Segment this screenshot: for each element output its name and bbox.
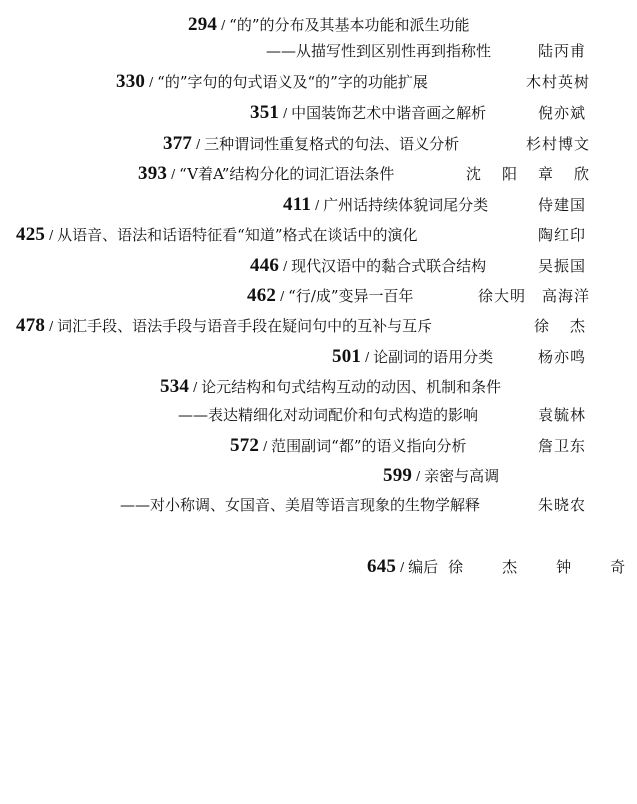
separator: /	[149, 75, 154, 89]
entry-subtitle: ——从描写性到区别性再到指称性	[266, 42, 492, 60]
toc-entry[interactable]	[0, 100, 600, 126]
toc-entry-subtitle-row	[0, 492, 600, 518]
toc-entry-subtitle-row	[0, 38, 600, 64]
page-number: 645	[367, 556, 397, 577]
page-number: 462	[247, 285, 277, 306]
toc-entry[interactable]	[0, 12, 600, 38]
separator: /	[400, 560, 405, 574]
entry-title: 编后	[408, 558, 439, 576]
toc-entry[interactable]	[0, 344, 600, 370]
entry-author: 沈 阳 章 欣	[465, 165, 592, 183]
toc-entry[interactable]	[0, 222, 600, 248]
separator: /	[416, 469, 421, 483]
entry-title: 词汇手段、语法手段与语音手段在疑问句中的互补与互斥	[57, 317, 433, 335]
entry-title: 三种谓词性重复格式的句法、语义分析	[204, 135, 460, 153]
entry-author: 陆丙甫	[537, 42, 586, 60]
page-number: 501	[332, 346, 362, 367]
page-number: 534	[160, 376, 190, 397]
toc-entry[interactable]	[0, 433, 600, 459]
separator: /	[49, 319, 54, 333]
separator: /	[315, 198, 320, 212]
page-number: 446	[250, 255, 280, 276]
entry-title: “V着A”结构分化的词汇语法条件	[179, 165, 395, 183]
separator: /	[283, 259, 288, 273]
entry-subtitle: ——对小称调、女国音、美眉等语言现象的生物学解释	[120, 496, 481, 514]
separator: /	[171, 167, 176, 181]
entry-author: 杉村博文	[525, 135, 590, 153]
entry-author: 朱晓农	[537, 496, 586, 514]
entry-author: 陶红印	[537, 226, 586, 244]
page-number: 393	[138, 163, 168, 184]
toc-entry[interactable]	[0, 69, 600, 95]
page-number: 330	[116, 71, 146, 92]
separator: /	[193, 380, 198, 394]
entry-author: 吴振国	[537, 257, 586, 275]
page-number: 294	[188, 14, 218, 35]
toc-entry[interactable]	[0, 313, 600, 339]
page-number: 411	[283, 194, 312, 215]
toc-entry[interactable]	[0, 463, 600, 489]
separator: /	[196, 137, 201, 151]
entry-title: 范围副词“都”的语义指向分析	[271, 437, 467, 455]
entry-author: 徐大明 高海洋	[477, 287, 590, 305]
entry-title: 中国装饰艺术中谐音画之解析	[291, 104, 487, 122]
toc-entry[interactable]	[0, 253, 600, 279]
toc-entry-subtitle-row	[0, 402, 600, 428]
separator: /	[49, 228, 54, 242]
entry-author: 徐 杰	[533, 317, 588, 335]
toc-entry[interactable]	[0, 374, 600, 400]
page-number: 425	[16, 224, 46, 245]
separator: /	[283, 106, 288, 120]
entry-subtitle: ——表达精细化对动词配价和句式构造的影响	[178, 406, 479, 424]
page-number: 377	[163, 133, 193, 154]
separator: /	[221, 18, 226, 32]
toc-entry[interactable]	[0, 161, 600, 187]
entry-author: 袁毓林	[537, 406, 586, 424]
entry-title: “行/成”变异一百年	[288, 287, 414, 305]
page-number: 599	[383, 465, 413, 486]
page-number: 572	[230, 435, 260, 456]
entry-title: 广州话持续体貌词尾分类	[323, 196, 489, 214]
entry-author: 徐 杰 钟 奇	[448, 558, 637, 576]
page-number: 351	[250, 102, 280, 123]
toc-entry[interactable]	[0, 283, 600, 309]
entry-title: 从语音、语法和话语特征看“知道”格式在谈话中的演化	[57, 226, 418, 244]
separator: /	[263, 439, 268, 453]
entry-title: “的”字句的句式语义及“的”字的功能扩展	[157, 73, 428, 91]
separator: /	[280, 289, 285, 303]
entry-author: 詹卫东	[537, 437, 586, 455]
entry-title: 亲密与高调	[424, 467, 500, 485]
separator: /	[365, 350, 370, 364]
entry-title: “的”的分布及其基本功能和派生功能	[229, 16, 470, 34]
toc-entry[interactable]	[0, 131, 600, 157]
entry-author: 倪亦斌	[537, 104, 586, 122]
entry-author: 侍建国	[537, 196, 586, 214]
toc-entry[interactable]	[0, 192, 600, 218]
page-number: 478	[16, 315, 46, 336]
entry-title: 论副词的语用分类	[373, 348, 494, 366]
toc-entry[interactable]	[0, 554, 637, 580]
entry-title: 论元结构和句式结构互动的动因、机制和条件	[201, 378, 502, 396]
entry-title: 现代汉语中的黏合式联合结构	[291, 257, 487, 275]
entry-author: 杨亦鸣	[537, 348, 586, 366]
entry-author: 木村英树	[525, 73, 590, 91]
